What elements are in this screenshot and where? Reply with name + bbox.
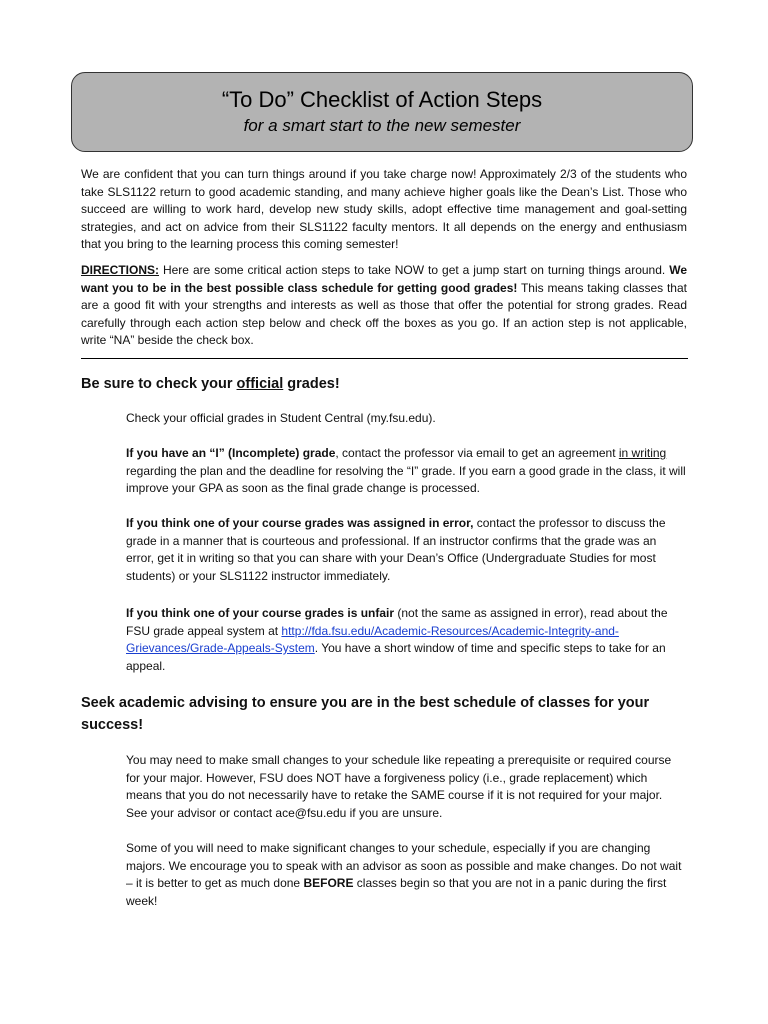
heading-text-pre: Be sure to check your [81, 376, 237, 392]
item-bold-lead: If you think one of your course grades was assigned in error, [126, 516, 474, 530]
heading-text-underlined: official [236, 376, 284, 392]
item-bold-lead: If you have an “I” (Incomplete) grade [126, 446, 336, 460]
directions-bold: We want you to be in the best possible class schedule for getting good grades! [81, 263, 687, 295]
item-text [126, 840, 686, 910]
item-text-2: regarding the plan and the deadline for resolving the “I” grade. If you earn a good grade in the class, it will improve your GPA as soon as the final grade change is processed. [126, 463, 686, 495]
item-text [126, 445, 686, 498]
item-text: Check your official grades in Student Central (my.fsu.edu). [126, 411, 436, 425]
item-text [126, 515, 686, 585]
heading-text-post: grades! [283, 376, 340, 392]
directions-paragraph [81, 262, 687, 350]
item-bold: BEFORE [303, 876, 354, 890]
item-text-1: , contact the professor via email to get an agreement [335, 446, 619, 460]
item-text-1: Some of you will need to make significant changes to your schedule, especially if you are changing majors. We encourage you to speak with an advisor as soon as possible and make changes. Do not wait – it is better to get as much done [126, 841, 682, 890]
title-banner [71, 72, 693, 152]
directions-label: DIRECTIONS: [81, 263, 159, 277]
item-text: You may need to make small changes to your schedule like repeating a prerequisite or required course for your major. However, FSU does NOT have a forgiveness policy (i.e., grade replacement) which means that you do not necessarily have to retake the SAME course if it is not required for your major. See your advisor or contact ace@fsu.edu if you are unsure. [126, 753, 672, 820]
item-bold-lead: If you think one of your course grades is unfair [126, 606, 395, 620]
item-text [126, 605, 686, 675]
page-title: “To Do” Checklist of Action Steps [221, 87, 543, 112]
item-underlined: in writing [618, 446, 667, 460]
item-text-1: contact the professor to discuss the grade in a manner that is courteous and professional. If an instructor confirms that the grade was an error, get it in writing so that you can share with your Dean’s Office (Undergraduate Studies for most students) or your SLS1122 instructor immediately. [126, 516, 666, 583]
item-text-1: (not the same as assigned in error), read about the FSU grade appeal system at [126, 606, 668, 638]
directions-text-1: Here are some critical action steps to take NOW to get a jump start on turning things around. [159, 263, 670, 277]
item-text-2: classes begin so that you are not in a panic during the first week! [126, 876, 667, 908]
intro-paragraph: We are confident that you can turn things around if you take charge now! Approximately 2/3 of the students who take SLS1122 return to good academic standing, and many achieve higher goals like the Dean’s List. Those who succeed are willing to work hard, develop new study skills, adopt effective time management and goal-setting strategies, and act on advice from their SLS1122 faculty mentors. It all depends on the energy and enthusiasm that you bring to the learning process this coming semester! [81, 167, 687, 251]
directions-text-2: This means taking classes that are a good fit with your strengths and interests as well as those that offer the potential for strong grades. Read carefully through each action step below and check off the boxes as you go. If an action step is not applicable, write “NA” beside the check box. [81, 280, 687, 347]
section-heading-advising: Seek academic advising to ensure you are in the best schedule of classes for your success! [81, 695, 650, 733]
page-subtitle: for a smart start to the new semester [243, 116, 521, 135]
grade-appeals-link[interactable]: http://fda.fsu.edu/Academic-Resources/Academic-Integrity-and-Grievances/Grade-Appeals-System [126, 623, 619, 655]
item-text-2: . You have a short window of time and specific steps to take for an appeal. [126, 641, 666, 673]
section-heading-grades [81, 373, 681, 395]
section-divider [81, 358, 688, 359]
